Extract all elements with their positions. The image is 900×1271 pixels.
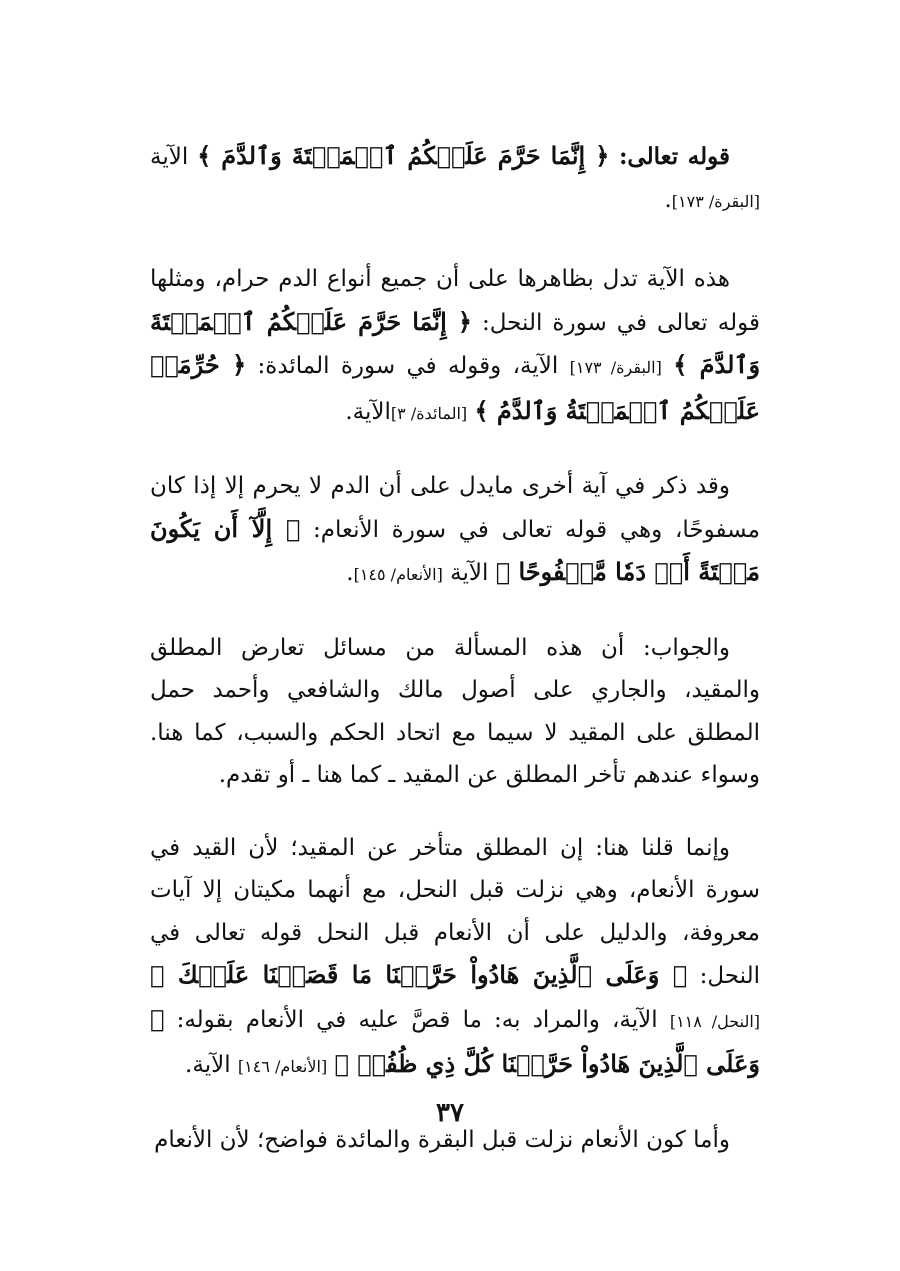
quran-verse: ﴿ إِلَّآ أَن يَكُونَ مَيۡتَةً أَوۡ دَمٗا مَّسۡفُوحًا ﴾: [150, 513, 760, 586]
body-text: الآية، وقوله في سورة المائدة:: [246, 353, 570, 379]
body-text: الآية: [442, 560, 496, 586]
quran-verse: ﴿ إِنَّمَا حَرَّمَ عَلَيۡكُمُ ٱلۡمَيۡتَةَ وَٱلدَّمَ ﴾: [197, 141, 610, 170]
page-body: [150, 135, 760, 1191]
verse-reference: [الأنعام/ ١٤٥]: [353, 565, 443, 584]
body-text: [327, 1052, 334, 1078]
body-text: [662, 353, 673, 379]
paragraph-5: [150, 827, 760, 1089]
body-text: وأما كون الأنعام نزلت قبل البقرة والمائدة فواضح؛ لأن الأنعام: [154, 1126, 730, 1153]
quran-verse: ﴿ وَعَلَى ٱلَّذِينَ هَادُواْ حَرَّمۡنَا كُلَّ ذِي ظُفُرٖ ﴾: [150, 1003, 760, 1078]
body-text: .: [346, 560, 354, 586]
paragraph-1: [150, 135, 760, 223]
body-text: الآية.: [185, 1052, 238, 1078]
body-text: هذه الآية تدل بظاهرها على أن جميع أنواع الدم حرام، ومثلها قوله تعالى في سورة النحل:: [150, 266, 760, 336]
page-number: ٣٧: [436, 1098, 464, 1128]
lead-in-text: قوله تعالى:: [609, 143, 731, 170]
body-text: الآية: [150, 144, 198, 170]
paragraph-4: [150, 627, 760, 797]
verse-reference: [البقرة/ ١٧٣]: [569, 358, 662, 377]
quran-verse: ﴿ حُرِّمَتۡ عَلَيۡكُمُ ٱلۡمَيۡتَةُ وَٱلدَّمُ ﴾: [150, 350, 760, 425]
paragraph-3: [150, 465, 760, 597]
body-text: الآية، والمراد به: ما قصَّ عليه في الأنعام بقوله:: [164, 1006, 670, 1033]
body-text: والجواب: أن هذه المسألة من مسائل تعارض المطلق والمقيد، والجاري على أصول مالك والشافعي وأحمد حمل المطلق على المقيد لا سيما مع اتحاد الحكم والسبب، كما هنا. وسواء عندهم تأخر المطلق عن المقيد ـ كما هنا ـ أو تقدم.: [150, 634, 760, 788]
quran-verse: ﴿ إِنَّمَا حَرَّمَ عَلَيۡكُمُ ٱلۡمَيۡتَةَ وَٱلدَّمَ ﴾: [150, 306, 761, 379]
verse-reference: [النحل/ ١١٨]: [669, 1011, 761, 1031]
body-text: وقد ذكر في آية أخرى مايدل على أن الدم لا يحرم إلا إذا كان مسفوحًا، وهي قوله تعالى في سورة الأنعام:: [150, 473, 760, 543]
body-text: الآية.: [345, 398, 391, 425]
body-text: وإنما قلنا هنا: إن المطلق متأخر عن المقيد؛ لأن القيد في سورة الأنعام، وهي نزلت قبل النحل، مع أنهما مكيتان إلا آيات معروفة، والدليل على أن الأنعام قبل النحل قوله تعالى في النحل:: [150, 834, 760, 989]
paragraph-2: [150, 258, 760, 435]
verse-reference: [البقرة/ ١٧٣]: [671, 191, 760, 211]
body-text: .: [664, 186, 672, 213]
verse-reference: [الأنعام/ ١٤٦]: [237, 1057, 328, 1076]
verse-reference: [المائدة/ ٣]: [390, 403, 468, 423]
quran-verse: ﴿ وَعَلَى ٱلَّذِينَ هَادُواْ حَرَّمۡنَا مَا قَصَصۡنَا عَلَيۡكَ ﴾: [150, 960, 688, 989]
